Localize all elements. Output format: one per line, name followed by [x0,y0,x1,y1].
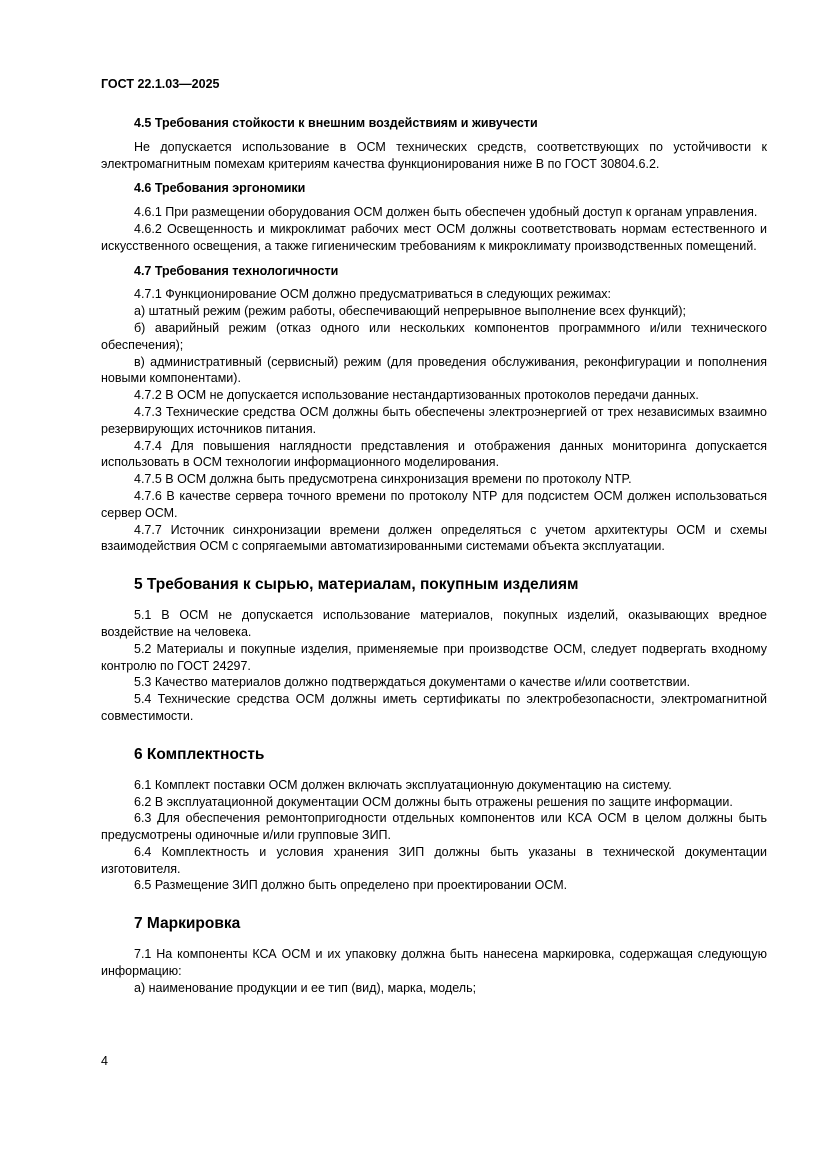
page-content [101,115,767,997]
paragraph: 6.3 Для обеспечения ремонтопригодности отдельных компонентов или КСА ОСМ в целом должны быть предусмотрены одиночные и/или групповые ЗИП. [101,811,767,843]
paragraph: 4.6.1 При размещении оборудования ОСМ должен быть обеспечен удобный доступ к органам управления. [134,205,758,220]
section-heading-4-7: 4.7 Требования технологичности [134,263,339,278]
paragraph: 4.7.2 В ОСМ не допускается использование нестандартизованных протоколов передачи данных. [134,388,699,403]
section-heading-4-6: 4.6 Требования эргономики [134,181,306,196]
paragraph: 7.1 На компоненты КСА ОСМ и их упаковку должна быть нанесена маркировка, содержащая следующую информацию: [101,947,767,979]
list-item: б) аварийный режим (отказ одного или нескольких компонентов программного и/или технического обеспечения); [101,320,767,352]
section-heading-4-5: 4.5 Требования стойкости к внешним воздействиям и живучести [134,116,538,130]
paragraph: 5.1 В ОСМ не допускается использование материалов, покупных изделий, оказывающих вредное воздействие на человека. [101,608,767,639]
page-number: 4 [101,1054,108,1068]
paragraph: 4.7.4 Для повышения наглядности представления и отображения данных мониторинга допускается использовать в ОСМ технологии информационного моделирования. [101,438,767,470]
paragraph: 6.4 Комплектность и условия хранения ЗИП должны быть указаны в технической документации изготовителя. [101,844,767,876]
list-item: а) штатный режим (режим работы, обеспечивающий непрерывное выполнение всех функций); [134,304,686,319]
paragraph: 5.3 Качество материалов должно подтверждаться документами о качестве и/или соответствии. [134,675,691,690]
section-heading-6: 6 Комплектность [134,745,265,763]
paragraph: 5.4 Технические средства ОСМ должны иметь сертификаты по электробезопасности, электромагнитной совместимости. [101,692,767,723]
paragraph: 4.7.7 Источник синхронизации времени должен определяться с учетом архитектуры ОСМ и схемы взаимодействия ОСМ с сопрягаемыми автоматизированными системами объекта эксплуатации. [101,522,767,554]
paragraph: 6.1 Комплект поставки ОСМ должен включать эксплуатационную документацию на систему. [134,777,672,792]
paragraph: 4.7.6 В качестве сервера точного времени по протоколу NTP для подсистем ОСМ должен использоваться сервер ОСМ. [101,488,767,520]
paragraph: 4.7.3 Технические средства ОСМ должны быть обеспечены электроэнергией от трех независимых взаимно резервирующих источников питания. [101,404,767,436]
list-item: а) наименование продукции и ее тип (вид), марка, модель; [134,980,477,995]
list-item: в) административный (сервисный) режим (для проведения обслуживания, реконфигурации и пополнения новыми компонентами). [101,354,767,386]
paragraph: 4.6.2 Освещенность и микроклимат рабочих мест ОСМ должны соответствовать нормам естественного и искусственного освещения, а также гигиеническим требованиям к микроклимату производственных помещений. [101,221,767,253]
paragraph: 6.2 В эксплуатационной документации ОСМ должны быть отражены решения по защите информации. [134,794,733,809]
section-heading-5: 5 Требования к сырью, материалам, покупным изделиям [134,576,579,594]
section-heading-7: 7 Маркировка [134,915,241,933]
document-code: ГОСТ 22.1.03—2025 [101,77,220,91]
paragraph: 4.7.5 В ОСМ должна быть предусмотрена синхронизация времени по протоколу NTP. [134,472,632,487]
paragraph: 5.2 Материалы и покупные изделия, применяемые при производстве ОСМ, следует подвергать входному контролю по ГОСТ 24297. [101,641,767,673]
paragraph: 6.5 Размещение ЗИП должно быть определено при проектировании ОСМ. [134,878,568,893]
paragraph: 4.7.1 Функционирование ОСМ должно предусматриваться в следующих режимах: [134,287,612,302]
paragraph: Не допускается использование в ОСМ технических средств, соответствующих по устойчивости к электромагнитным помехам критериям качества функционирования ниже В по ГОСТ 30804.6.2. [101,139,767,171]
